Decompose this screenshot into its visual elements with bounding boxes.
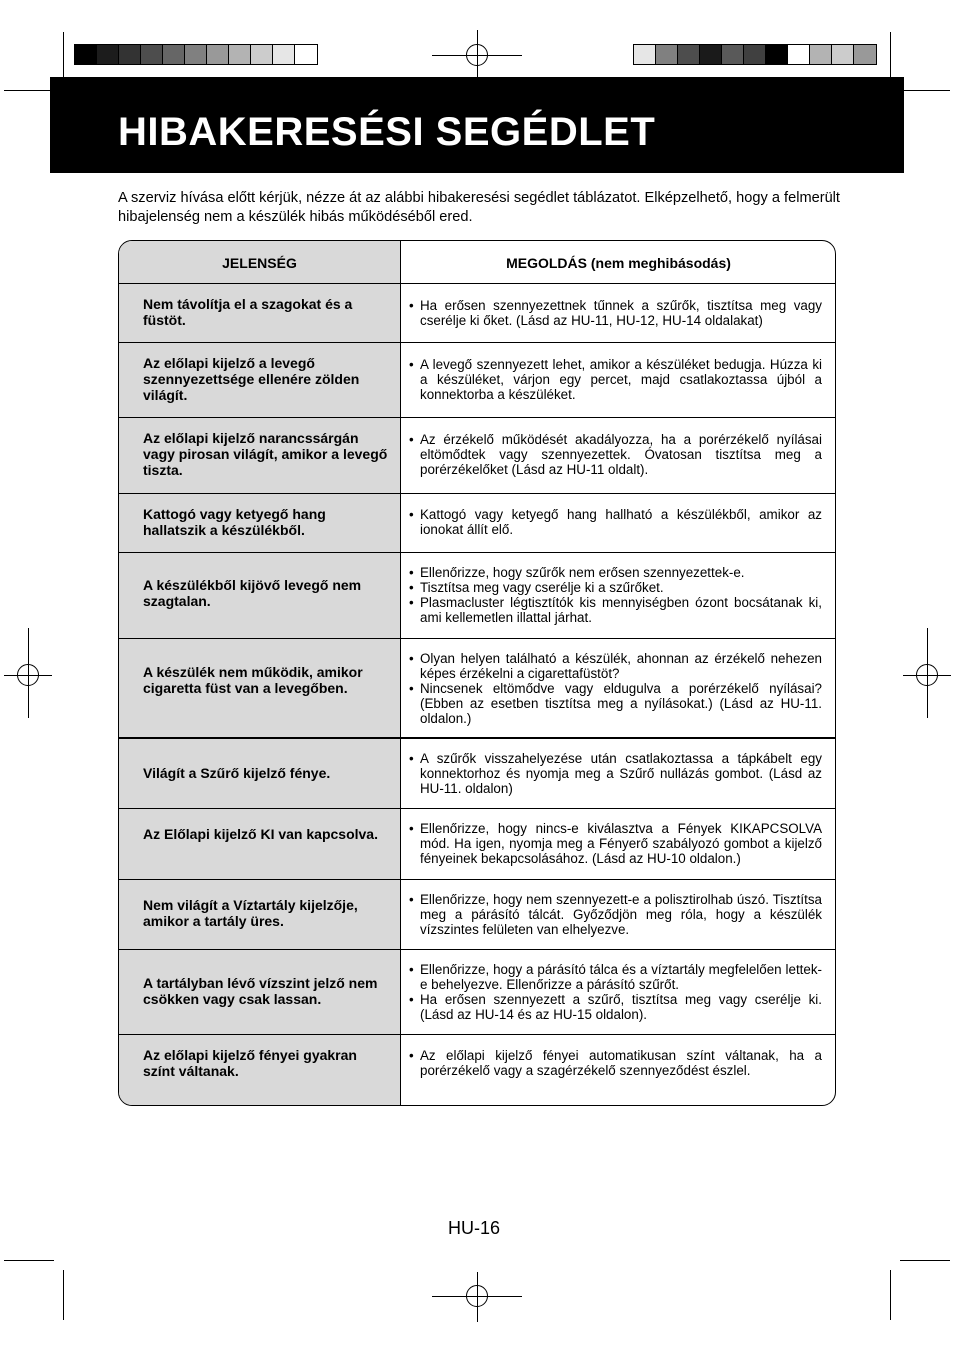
- solution-list: [409, 1048, 822, 1078]
- solution-item: • A szűrők visszahelyezése után csatlakoztassa a tápkábelt egy konnektorhoz és nyomja meg a Szűrő nullázás gombot. (Lásd az HU-11. oldalon): [409, 751, 822, 796]
- header-solution: MEGOLDÁS (nem meghibásodás): [506, 254, 731, 271]
- color-swatch: [634, 45, 656, 64]
- table-row: [119, 950, 835, 1035]
- troubleshooting-table: [118, 240, 836, 1106]
- solution-cell: [409, 357, 822, 402]
- symptom-text: Nem távolítja el a szagokat és a füstöt.: [143, 296, 353, 328]
- color-swatch: [273, 45, 295, 64]
- solution-cell: [409, 1048, 822, 1078]
- color-swatch: [656, 45, 678, 64]
- color-swatch: [810, 45, 832, 64]
- symptom-text: Világít a Szűrő kijelző fénye.: [143, 765, 331, 781]
- color-swatch: [185, 45, 207, 64]
- solution-cell: [409, 892, 822, 937]
- color-swatch: [722, 45, 744, 64]
- table-row: [119, 880, 835, 950]
- color-swatch: [141, 45, 163, 64]
- page-title: HIBAKERESÉSI SEGÉDLET: [118, 110, 656, 154]
- color-swatch: [163, 45, 185, 64]
- solution-cell: [409, 298, 822, 328]
- solution-item: • Az érzékelő működését akadályozza, ha a porérzékelő nyílásai eltömődtek vagy szennyezettek. Óvatosan tisztítsa meg a porérzékelőket (Lásd az HU-11 oldalt).: [409, 432, 822, 477]
- solution-list: [409, 565, 822, 625]
- color-swatch: [766, 45, 788, 64]
- solution-list: [409, 892, 822, 937]
- solution-list: [409, 357, 822, 402]
- solution-cell: [409, 651, 822, 726]
- solution-cell: [409, 821, 822, 866]
- solution-item: • Az előlapi kijelző fényei automatikusan színt váltanak, ha a porérzékelő vagy a szagérzékelő szennyeződést észlel.: [409, 1048, 822, 1078]
- color-swatch: [744, 45, 766, 64]
- solution-item: • Ha erősen szennyezett a szűrő, tisztítsa meg vagy cserélje ki. (Lásd az HU-14 és az HU-15 oldalon).: [409, 992, 822, 1022]
- solution-cell: [409, 751, 822, 796]
- color-swatch: [700, 45, 722, 64]
- solution-list: [409, 651, 822, 726]
- color-swatch: [207, 45, 229, 64]
- color-swatch: [97, 45, 119, 64]
- table-row: [119, 553, 835, 639]
- symptom-text: A készülékből kijövő levegő nem szagtalan.: [143, 577, 362, 609]
- header-symptom: JELENSÉG: [222, 254, 297, 271]
- solution-cell: [409, 565, 822, 625]
- symptom-text: A tartályban lévő vízszint jelző nem csökken vagy csak lassan.: [143, 975, 378, 1007]
- intro-text: A szerviz hívása előtt kérjük, nézze át az alábbi hibakeresési segédlet táblázatot. Elképzelhető, hogy a felmerült hibajelenség nem a készülék hibás működéséből ered.: [118, 190, 840, 225]
- solution-item: • Olyan helyen található a készülék, ahonnan az érzékelő nehezen képes érzékelni a cigarettafüstöt?: [409, 651, 822, 681]
- color-swatch: [75, 45, 97, 64]
- page-number: HU-16: [448, 1218, 501, 1238]
- color-swatch: [854, 45, 876, 64]
- solution-item: • Plasmacluster légtisztítók kis mennyiségben ózont bocsátanak ki, ami kellemetlen illattal járhat.: [409, 595, 822, 625]
- solution-list: [409, 507, 822, 537]
- right-color-bar: [633, 44, 877, 65]
- solution-list: [409, 432, 822, 477]
- color-swatch: [788, 45, 810, 64]
- table-row: [119, 418, 835, 494]
- title-band: [50, 77, 904, 173]
- table-row: [119, 1035, 835, 1106]
- table-row: [119, 639, 835, 739]
- table-header: [119, 241, 835, 284]
- symptom-text: Nem világít a Víztartály kijelzője, amikor a tartály üres.: [143, 897, 358, 929]
- solution-item: • Tisztítsa meg vagy cserélje ki a szűrőket.: [409, 580, 822, 595]
- solution-item: • Ellenőrizze, hogy szűrők nem erősen szennyezettek-e.: [409, 565, 822, 580]
- solution-list: [409, 298, 822, 328]
- table-row: [119, 739, 835, 809]
- color-swatch: [251, 45, 273, 64]
- solution-item: • A levegő szennyezett lehet, amikor a készüléket bedugja. Húzza ki a készüléket, várjon egy percet, majd csatlakoztassa újból a konnektorba a készüléket.: [409, 357, 822, 402]
- table-row: [119, 494, 835, 553]
- table-row: [119, 343, 835, 418]
- left-color-bar: [74, 44, 318, 65]
- symptom-text: Az előlapi kijelző a levegő szennyezettsége ellenére zölden világít.: [143, 355, 360, 403]
- solution-item: • Ellenőrizze, hogy nincs-e kiválasztva a Fények KIKAPCSOLVA mód. Ha igen, nyomja meg a Fényerő szabályozó gombot a kijelző fényeinek bekapcsolásához. (Lásd az HU-10 oldalon.): [409, 821, 822, 866]
- solution-item: • Ha erősen szennyezettnek tűnnek a szűrők, tisztítsa meg vagy cserélje ki őket. (Lásd az HU-11, HU-12, HU-14 oldalakat): [409, 298, 822, 328]
- symptom-text: Az előlapi kijelző narancssárgán vagy pirosan világít, amikor a levegő tiszta.: [143, 430, 388, 478]
- color-swatch: [295, 45, 317, 64]
- color-swatch: [678, 45, 700, 64]
- solution-list: [409, 821, 822, 866]
- solution-item: • Nincsenek eltömődve vagy eldugulva a porérzékelő nyílásai? (Ebben az esetben tisztítsa meg a nyílásokat.) (Lásd az HU-11. oldalon.): [409, 681, 822, 726]
- color-swatch: [119, 45, 141, 64]
- table-row: [119, 284, 835, 343]
- solution-list: [409, 962, 822, 1022]
- solution-cell: [409, 432, 822, 477]
- symptom-text: A készülék nem működik, amikor cigaretta füst van a levegőben.: [143, 664, 363, 696]
- color-swatch: [229, 45, 251, 64]
- solution-cell: [409, 507, 822, 537]
- solution-item: • Ellenőrizze, hogy a párásító tálca és a víztartály megfelelően lettek-e behelyezve. Ellenőrizze a párásító szűrőt.: [409, 962, 822, 992]
- solution-list: [409, 751, 822, 796]
- color-swatch: [832, 45, 854, 64]
- solution-item: • Ellenőrizze, hogy nem szennyezett-e a polisztirolhab úszó. Tisztítsa meg a párásító tálcát. Győződjön meg róla, hogy a készülék vízszintes felületen van elhelyezve.: [409, 892, 822, 937]
- symptom-text: Az előlapi kijelző fényei gyakran színt váltanak.: [143, 1047, 357, 1079]
- solution-item: • Kattogó vagy ketyegő hang hallható a készülékből, amikor az ionokat állít elő.: [409, 507, 822, 537]
- symptom-text: Az Előlapi kijelző KI van kapcsolva.: [143, 826, 378, 842]
- solution-cell: [409, 962, 822, 1022]
- table-row: [119, 809, 835, 880]
- symptom-text: Kattogó vagy ketyegő hang hallatszik a készülékből.: [143, 506, 326, 538]
